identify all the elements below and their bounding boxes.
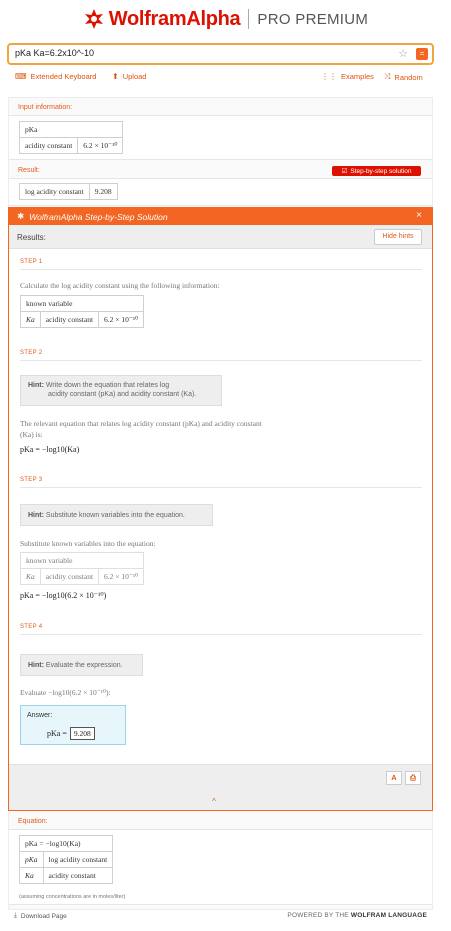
input-row-value: 6.2 × 10⁻¹⁰ — [78, 138, 123, 154]
input-information-table — [19, 121, 123, 154]
equation-row-3-name: acidity constant — [43, 868, 113, 884]
step-by-step-label: Step-by-step solution — [350, 167, 412, 175]
powered-by[interactable] — [287, 912, 427, 919]
print-icon[interactable]: ⎙ — [405, 771, 421, 785]
pro-premium-label: PRO PREMIUM — [257, 10, 369, 28]
result-label: Result: — [18, 167, 40, 174]
step-4-divider — [20, 634, 422, 635]
download-page-button[interactable] — [14, 912, 67, 920]
grid-icon: ⋮⋮ — [321, 72, 337, 81]
wolfram-star-icon — [83, 8, 105, 30]
wolfram-star-small-icon: ✱ — [17, 211, 25, 221]
equation-row-2-name: log acidity constant — [43, 852, 113, 868]
keyboard-icon: ⌨ — [15, 72, 27, 81]
step-2-hint — [20, 375, 222, 406]
checklist-icon: ☑ — [341, 168, 348, 175]
text-format-button[interactable]: A — [386, 771, 402, 785]
step-3-variable-value: 6.2 × 10⁻¹⁰ — [99, 569, 144, 585]
step-2-divider — [20, 360, 422, 361]
step-1-symbol: Ka — [21, 312, 41, 328]
close-icon[interactable]: × — [416, 210, 422, 221]
equation-row-3-symbol: Ka — [20, 868, 44, 884]
input-information-label: Input information: — [18, 104, 73, 111]
step-4-label: STEP 4 — [20, 624, 43, 630]
input-row-label: acidity constant — [20, 138, 78, 154]
step-4-hint — [20, 654, 143, 676]
search-input[interactable] — [15, 48, 375, 58]
extended-keyboard-label: Extended Keyboard — [30, 72, 97, 81]
step-2-text-line1: The relevant equation that relates log acidity constant (pKa) and acidity constant — [20, 419, 262, 428]
answer-equation — [47, 727, 95, 740]
examples-button[interactable] — [321, 72, 374, 81]
panel-title: WolframAlpha Step-by-Step Solution — [29, 211, 168, 222]
result-table — [19, 183, 118, 200]
step-3-text: Substitute known variables into the equation: — [20, 539, 156, 548]
result-row-label: log acidity constant — [20, 184, 90, 200]
answer-label: Answer: — [27, 712, 53, 719]
page-footer — [0, 906, 451, 926]
favorite-star-icon[interactable]: ☆ — [398, 48, 408, 60]
step-1-variable-value: 6.2 × 10⁻¹⁰ — [99, 312, 144, 328]
search-bar — [7, 43, 434, 65]
step-3-hint-text: Substitute known variables into the equation. — [45, 512, 185, 519]
step-3-label: STEP 3 — [20, 477, 43, 483]
answer-lhs: pKa = — [47, 729, 67, 738]
step-3-hint — [20, 504, 213, 526]
input-title-cell: pKa — [20, 122, 123, 138]
step-1-label: STEP 1 — [20, 259, 43, 265]
shuffle-icon: ⤨ — [384, 72, 391, 81]
upload-button[interactable] — [112, 72, 146, 81]
search-submit-button[interactable]: = — [416, 48, 428, 60]
step-3-variable-name: acidity constant — [40, 569, 98, 585]
answer-box — [20, 705, 126, 745]
collapse-chevron-icon[interactable]: ^ — [212, 797, 216, 806]
panel-header — [9, 208, 432, 225]
equation-label: Equation: — [18, 818, 48, 825]
step-2-equation: pKa = −log10(Ka) — [20, 445, 80, 454]
step-2-label: STEP 2 — [20, 350, 43, 356]
download-page-label: Download Page — [20, 912, 67, 920]
step-3-divider — [20, 487, 422, 488]
result-row-value: 9.208 — [89, 184, 117, 200]
logo-divider — [248, 9, 249, 29]
equation-row-1: pKa = −log10(Ka) — [20, 836, 113, 852]
step-4-text: Evaluate −log10(6.2 × 10⁻¹⁰): — [20, 688, 111, 697]
step-1-known-variable-table — [20, 295, 144, 328]
step-by-step-panel — [8, 207, 433, 811]
step-2-hint-line1: Write down the equation that relates log — [45, 382, 170, 389]
equation-table — [19, 835, 113, 884]
download-icon: ⤓ — [14, 912, 17, 919]
step-1-divider — [20, 269, 422, 270]
upload-label: Upload — [122, 72, 147, 81]
random-button[interactable] — [384, 72, 423, 82]
step-1-text: Calculate the log acidity constant using the following information: — [20, 281, 220, 290]
panel-footer — [9, 764, 432, 810]
step-3-equation: pKa = −log10(6.2 × 10⁻¹⁰) — [20, 591, 107, 600]
step-3-symbol: Ka — [21, 569, 41, 585]
answer-value: 9.208 — [70, 727, 95, 740]
toolbar — [0, 72, 451, 86]
step-3-hint-prefix: Hint: — [28, 512, 44, 519]
extended-keyboard-button[interactable] — [15, 72, 96, 81]
results-label: Results: — [17, 233, 46, 242]
step-2-hint-line2: acidity constant (pKa) and acidity constant (Ka). — [48, 391, 197, 398]
step-3-table-header: known variable — [21, 553, 144, 569]
step-4-hint-prefix: Hint: — [28, 662, 44, 669]
powered-prefix: POWERED BY THE — [287, 912, 349, 919]
step-2-text-line2: (Ka) is: — [20, 430, 43, 439]
step-3-known-variable-table — [20, 552, 144, 585]
equation-row-2-symbol: pKa — [20, 852, 44, 868]
powered-brand: WOLFRAM LANGUAGE — [350, 912, 427, 919]
examples-label: Examples — [341, 72, 374, 81]
step-1-table-header: known variable — [21, 296, 144, 312]
step-2-hint-prefix: Hint: — [28, 382, 44, 389]
step-1-variable-name: acidity constant — [40, 312, 98, 328]
results-bar — [9, 225, 432, 249]
random-label: Random — [394, 72, 423, 82]
units-note: (assuming concentrations are in moles/liter) — [19, 894, 126, 900]
step-by-step-button[interactable] — [332, 166, 421, 176]
logo-text: WolframAlpha — [108, 7, 241, 30]
upload-icon: ⬆ — [112, 72, 119, 81]
step-4-hint-text: Evaluate the expression. — [45, 662, 123, 669]
wolfram-logo[interactable] — [0, 6, 451, 32]
hide-hints-button[interactable]: Hide hints — [374, 229, 422, 245]
